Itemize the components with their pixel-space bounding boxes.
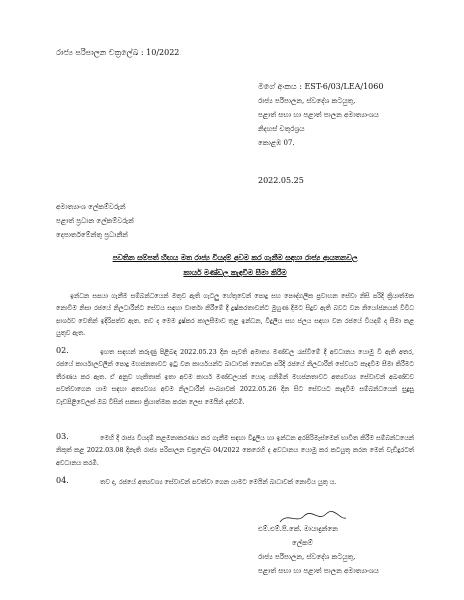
recipient-2: පළාත් ප්‍රධාන ලේකම්වරුන් bbox=[56, 217, 134, 225]
recipient-3: දෙපාර්තමේන්තු ප්‍රධානීන් bbox=[56, 231, 128, 239]
paragraph-3: මෙහි දී රාජ්‍ය වියදම් කළමනාකරණය කර ගැනීම සඳහා විදුලිය හා ඉන්ධන අරපිරිමැස්මෙන් භාවිත කිරීම සම්බන්ධයෙන් නිකුත් කළ 2022.03.08 දිනැති රාජ්‍ය පරිපාලන චක්‍රලේඛ 04/2022 කෙරෙහි ද අවධානය යොමු කර කටයුතු කරන මෙන් වැඩිදුරටත් අවධානය කරමි. bbox=[56, 434, 414, 467]
recipient-1: අමාත්‍යාංශ ලේකම්වරුන් bbox=[56, 203, 126, 211]
signature-block bbox=[258, 522, 448, 578]
recipients-list bbox=[56, 200, 134, 242]
signatory-org-line-2: පළාත් සභා හා පළාත් පාලන අමාත්‍යාංශය bbox=[258, 567, 379, 575]
signatory-title: ලේකම් bbox=[292, 539, 313, 547]
signatory-org-line-1: රාජ්‍ය පරිපාලන, ස්වදේශ කටයුතු, bbox=[258, 553, 356, 561]
subject-line-2: කාර්ය මණ්ඩල කැඳවීම සීමා කිරීම bbox=[183, 268, 287, 277]
paragraph-3-number: 03. bbox=[56, 432, 69, 441]
reference-block bbox=[258, 80, 438, 150]
paragraph-2-number: 02. bbox=[56, 346, 69, 355]
ministry-line-2: පළාත් සභා හා පළාත් පාලන අමාත්‍යාංශය bbox=[258, 111, 379, 119]
paragraph-4-number: 04. bbox=[56, 476, 69, 485]
paragraph-1: ඉන්ධන සපයා ගැනීම සම්බන්ධයෙන් මතුව ඇති ගැටලු හේතුවෙන් පොදු සහ පෞද්ගලික ප්‍රවාහන සේවා නිසි පරිදි ක්‍රියාත්මක නොවීම නිසා රජයේ නිලධාරීන්ට සේවය සඳහා වාර්තා කිරීමේ දී දුෂ්කරතාවන්ට මුහුණ දීමට සිදුව ඇති බවට වන නියෝජනයන් විවිධ පාර්ශව වෙතින් ඉදිරිපත්ව ඇත. තව ද මෙම දුෂ්කර කාලසීමාව තුළ ඉන්ධන, විදුලිය සහ ජලය සඳහා වන රජයේ වියදම් ද සීමා කළ යුතුව ඇත. bbox=[56, 292, 414, 338]
signatory-name: එම්.එම්.පී.කේ. මායාදුන්නෙ bbox=[258, 525, 338, 533]
letter-date: 2022.05.25 bbox=[258, 176, 304, 185]
paragraph-2: ඉහත සඳහන් කරුණු පිළිබඳ 2022.05.23 දින පැවති අමාත්‍ය මණ්ඩල රැස්වීමේ දී අවධානය යොමු වී ඇති අතර, රජයේ කාර්යාලවලින් පොදු මහජනතාවට ඉටු වන කාර්යයන්ට බාධාවක් නොවන පරිදි රජයේ නිලධාරීන් සේවයට කැඳවීම සීමා කිරීමට තීරණය කර ඇත. ඒ අනුව හැකිතාක් ඉතා අවම කාර්ය මණ්ඩලයක් යොදා ගනිමින් මහජනතාවට අත්‍යවශ්‍ය සේවාවන් අඛණ්ඩව පවත්වාගෙන යාම සඳහා අත්‍යවශ්‍ය අවම නිලධාරීන් සංඛ්‍යාවක් 2022.05.26 දින සිට සේවයට කැඳවීම සම්බන්ධයෙන් සුදුසු වැඩපිළිවෙලක් ඔබ විසින් සකසා ක්‍රියාත්මක කරන ලෙස මෙයින් දන්වමි. bbox=[56, 348, 414, 406]
subject-heading bbox=[70, 250, 400, 280]
reference-number: මගේ අංකය : EST-6/03/LEA/1060 bbox=[258, 82, 384, 91]
ministry-line-1: රාජ්‍ය පරිපාලන, ස්වදේශ කටයුතු, bbox=[258, 97, 356, 105]
address-line-2: කොළඹ 07. bbox=[258, 139, 295, 147]
circular-reference: රාජ්‍ය පරිපාලන චක්‍රලේඛ : 10/2022 bbox=[56, 48, 180, 57]
paragraph-4: තව ද, රජයේ අත්‍යවශ්‍ය සේවාවන් පවත්වා ගෙන යාමට මෙයින් බාධාවක් නොවිය යුතු ය. bbox=[100, 478, 337, 486]
address-line-1: නිදහස් චතුරශ්‍රය bbox=[258, 125, 305, 133]
subject-line-1: පවතින සම්පත් හිඟය මත රාජ්‍ය වියදම් අවම කර ගැනීම සඳහා රාජ්‍ය ආයතනවල bbox=[112, 253, 358, 262]
